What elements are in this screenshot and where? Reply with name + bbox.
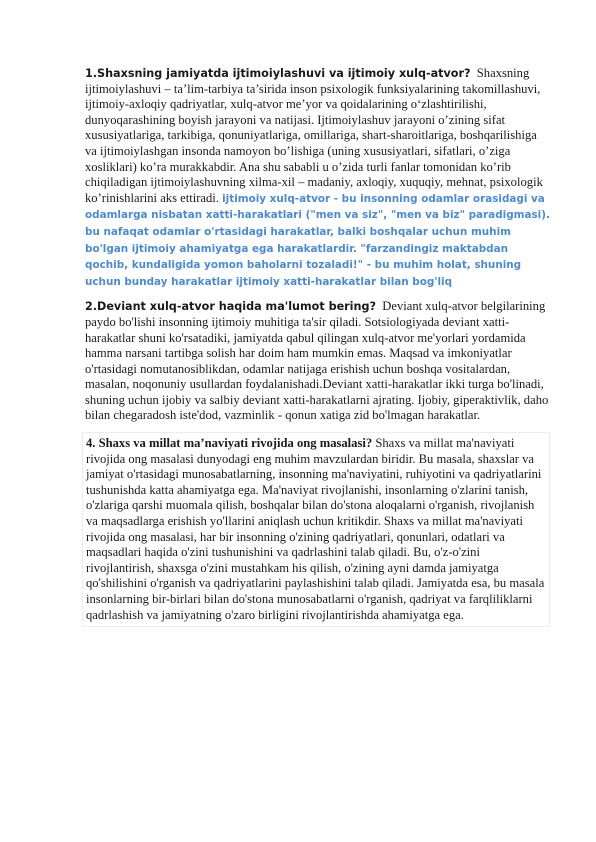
section-question-4: [82, 432, 550, 627]
question-2-title: 2.Deviant xulq-atvor haqida ma'lumot bering?: [85, 300, 376, 314]
question-1-highlight: ijtimoiy xulq-atvor - bu insonning odamlar orasidagi va odamlarga nisbatan xatti-harakatlari ("men va siz", "men va biz" paradigmasi). bu nafaqat odamlar o'rtasidagi harakatlar, balki boshqalar uchun muhim bo'lgan ijtimoiy ahamiyatga ega harakatlardir. "farzandingiz maktabdan qochib, kundaligida yomon baholarni tozaladi!" - bu muhim holat, shuning uchun bunday harakatlar ijtimoiy xatti-harakatlar bilan bog'liq: [85, 192, 550, 288]
question-4-body: Shaxs va millat ma'naviyati rivojida ong masalasi dunyodagi eng muhim mavzulardan biridir. Bu masala, shaxslar va jamiyat o'rtasidagi munosabatlarning, insonning ma'naviyatini, ruhiyotini va qadriyatlarini tushunishda katta ahamiyatga ega. Ma'naviyat rivojlanishi, insonlarning o'zlarini tanish, o'zlariga qarshi muomala qilish, boshqalar bilan do'stona aloqalarni o'rganish, rivojlanish va maqsadlarga erishish yo'llarini aniqlash uchun kritikdir. Shaxs va millat ma'naviyati rivojida ong masalasi, har bir insonning o'zining qadriyatlari, qonunlari, odatlari va maqsadlari haqida o'zini tushunishini va qadrlashini talab qiladi. Bu, o'z-o'zini rivojlantirish, shaxsga o'zini mustahkam his qilish, o'zining ayni damda jamiyatga qo'shilishini o'rganish va qadriyatlarini paylashishini talab qiladi. Jamiyatda esa, bu masala insonlarning bir-birlari bilan do'stona munosabatlarni o'rganish, qadriyat va farqliliklarni qadrlashish va jamiyatning o'zaro birligini rivojlantirishda ahamiyatga ega.: [86, 436, 545, 622]
question-1-title: 1.Shaxsning jamiyatda ijtimoiylashuvi va ijtimoiy xulq-atvor?: [85, 67, 471, 80]
document-page: [85, 66, 550, 627]
question-2-body: Deviant xulq-atvor belgilarining paydo bo'lishi insonning ijtimoiy muhitiga ta'sir qiladi. Sotsiologiyada deviant xatti-harakatlar shuni ko'rsatadiki, jamiyatda qabul qilingan xulq-atvor me'yorlari yordamida hamma narsani tartibga solish har doim ham mumkin emas. Maqsad va imkoniyatlar o'rtasidagi nomutanosiblikdan, odamlar natijaga erishish uchun boshqa vositalardan, masalan, noqonuniy usullardan foydalanishadi.Deviant xatti-harakatlar ikki turga bo'linadi, shuning uchun ijobiy va salbiy deviant xatti-harakatlarni ajrating. Ijobiy, giperaktivlik, daho bilan chegaradosh iste'dod, vazminlik - qonun xatiga zid bo'lmagan harakatlar.: [85, 299, 549, 423]
section-question-1: [85, 66, 550, 290]
section-question-2: [85, 299, 550, 424]
question-1-body: Shaxsning ijtimoiylashuvi – ta’lim-tarbiya ta’sirida inson psixologik funksiyalarining takomillashuvi, ijtimoiy-axloqiy qadriyatlar, xulq-atvor me’yor va qoidalarining o‘zlashtirilishi, dunyoqarashining boyish jarayoni va natijasi. Ijtimoiylashuv jarayoni o’zining sifat xususiyatlariga, tarkibiga, qonuniyatlariga, omillariga, shart-sharoitlariga, boshqarilishiga va ijtimoiylashgan insonda namoyon bo’lishiga (uning xususiyatlari, sifatlari, o’ziga xosliklari) ko’ra murakkabdir. Ana shu sababli u o’zida turli fanlar tomonidan ko’rib chiqiladigan ijtimoiylashuvning xilma-xil – madaniy, axloqiy, xuquqiy, mehnat, psixologik ko’rinishlarini aks ettiradi.: [85, 66, 543, 205]
question-4-title: 4. Shaxs va millat ma’naviyati rivojida ong masalasi?: [86, 436, 373, 451]
